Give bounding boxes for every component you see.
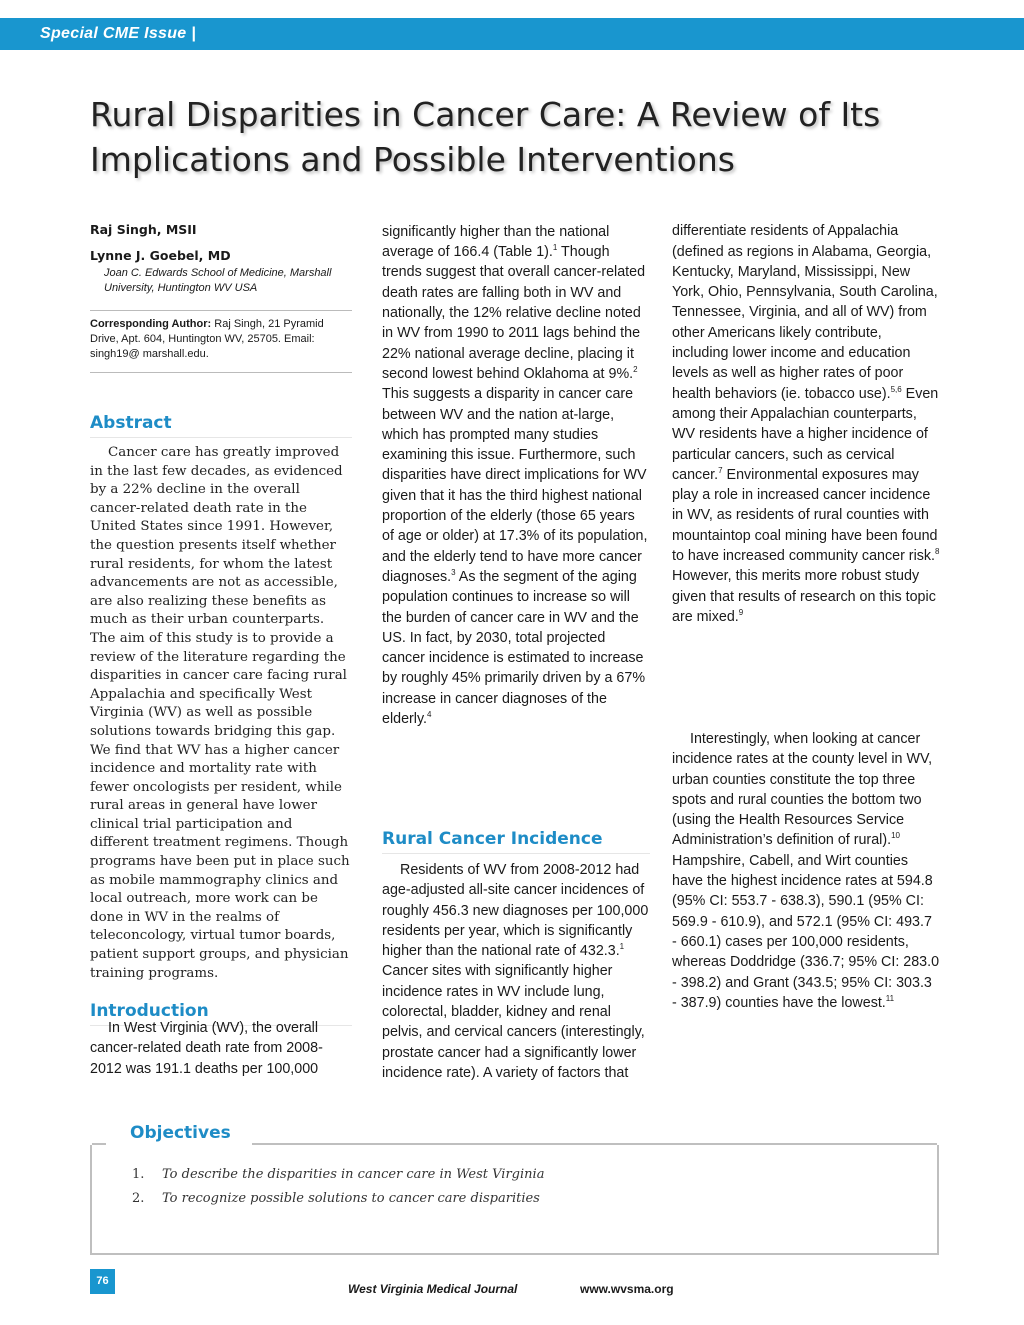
issue-banner bbox=[0, 18, 1024, 50]
objective-item: 1. To describe the disparities in cancer care in West Virginia bbox=[132, 1167, 545, 1182]
rural-incidence-heading: Rural Cancer Incidence bbox=[382, 829, 650, 854]
corresponding-text: Raj Singh, 21 Pyramid Drive, Apt. 604, Huntington WV, 25705. Email: singh19@ marshall.edu. bbox=[90, 318, 324, 360]
rural-paragraph: Residents of WV from 2008-2012 had age-adjusted all-site cancer incidences of roughly 456.3 new diagnoses per 100,000 residents per year, which is significantly higher than the national rate of 432.3.$^1$ Cancer sites with significantly higher incidence rates in WV include lung, colorectal, bladder, kidney and renal pelvis, and cervical cancers (interestingly, prostate cancer had a significantly lower incidence rate). A variety of factors that bbox=[382, 862, 649, 1081]
page-number: 76 bbox=[90, 1269, 115, 1294]
introduction-heading: Introduction bbox=[90, 1001, 352, 1026]
journal-name: West Virginia Medical Journal bbox=[348, 1282, 518, 1296]
rural-paragraph: differentiate residents of Appalachia (defined as regions in Alabama, Georgia, Kentucky, Maryland, Mississippi, New York, Ohio, Pennsylvania, South Carolina, Tennessee, Virginia, and all of WV) from other Americans likely contribute, including lower income and education levels as well as higher rates of poor health behaviors (ie. tobacco use).$^{5,6}$ Even among their Appalachian counterparts, WV residents have a higher incidence of particular cancers, such as cervical cancer.$^7$ Environmental exposures may play a role in increased cancer incidence in WV, as residents of rural counties with mountaintop coal mining have been found to have increased community cancer risk.$^8$ However, this merits more robust study given that results of research on this topic are mixed.$^9$ bbox=[672, 223, 940, 625]
corresponding-label: Corresponding Author: bbox=[90, 318, 212, 330]
introduction-paragraph: In West Virginia (WV), the overall cancer-related death rate from 2008-2012 was 191.1 deaths per 100,000 bbox=[90, 1020, 323, 1077]
author-name: Lynne J. Goebel, MD bbox=[90, 248, 231, 263]
author-name: Raj Singh, MSII bbox=[90, 222, 197, 237]
abstract-text: Cancer care has greatly improved in the last few decades, as evidenced by a 22% decline in the overall cancer-related death rate in the United States since 1991. However, the question presents itself whether rural residents, for whom the latest advancements are not as accessible, are also realizing these benefits as much as their urban counterparts. The aim of this study is to provide a review of the literature regarding the disparities in cancer care facing rural Appalachia and specifically West Virginia (WV) as well as possible solutions towards bridging this gap. We find that WV has a higher cancer incidence and mortality rate with fewer oncologists per resident, while rural areas in general have lower clinical trial participation and different treatment regimens. Though programs have been put in place such as mobile mammography clinics and local outreach, more work can be done in WV in the realms of teleconcology, virtual tumor boards, patient support groups, and physician training programs. bbox=[90, 445, 350, 981]
objectives-heading: Objectives bbox=[130, 1123, 231, 1143]
journal-url: www.wvsma.org bbox=[580, 1282, 674, 1296]
banner-label: Special CME Issue | bbox=[40, 25, 197, 42]
rural-paragraph-2: Interestingly, when looking at cancer incidence rates at the county level in WV, urban counties constitute the top three spots and rural counties the bottom two (using the Health Resources Service Administration’s definition of rural).$^{10}$ Hampshire, Cabell, and Wirt counties have the highest incidence rates at 594.8 (95% CI: 553.7 - 638.3), 590.1 (95% CI: 569.9 - 610.9), and 572.1 (95% CI: 493.7 - 660.1) cases per 100,000 residents, whereas Doddridge (336.7; 95% CI: 283.0 - 398.2) and Grant (343.5; 95% CI: 303.3 - 387.9) counties have the lowest.$^{11}$ bbox=[672, 731, 940, 1011]
article-title: Rural Disparities in Cancer Care: A Review of Its Implications and Possible Interventions bbox=[90, 95, 881, 179]
corresponding-author bbox=[90, 310, 352, 373]
introduction-start bbox=[90, 1018, 352, 1079]
column-left bbox=[90, 222, 352, 1026]
abstract-heading: Abstract bbox=[90, 413, 352, 438]
introduction-paragraph: significantly higher than the national average of 166.4 (Table 1).$^1$ Though trends suggest that overall cancer-related death rates are falling both in WV and nationally, the 12% relative decline noted in WV from 1990 to 2011 lags behind the 22% national average decline, placing it second lowest behind Oklahoma at 9%.$^2$ This suggests a disparity in cancer care between WV and the nation at-large, which has prompted many studies examining this issue. Furthermore, such disparities have direct implications for WV given that it has the third highest national proportion of the elderly (those 65 years of age or older) at 17.3% of its population, and the elderly tend to have more cancer diagnoses.$^3$ As the segment of the aging population continues to increase so will the burden of cancer care in WV and the US. In fact, by 2030, total projected cancer incidence is estimated to increase by roughly 45% primarily driven by a 67% increase in cancer diagnoses of the elderly.$^4$ bbox=[382, 223, 648, 728]
column-right bbox=[672, 222, 940, 1013]
author-affiliation: Joan C. Edwards School of Medicine, Marshall University, Huntington WV USA bbox=[104, 267, 332, 294]
objective-item: 2. To recognize possible solutions to cancer care disparities bbox=[132, 1191, 540, 1206]
objectives-box bbox=[90, 1123, 939, 1255]
column-middle bbox=[382, 222, 650, 1084]
